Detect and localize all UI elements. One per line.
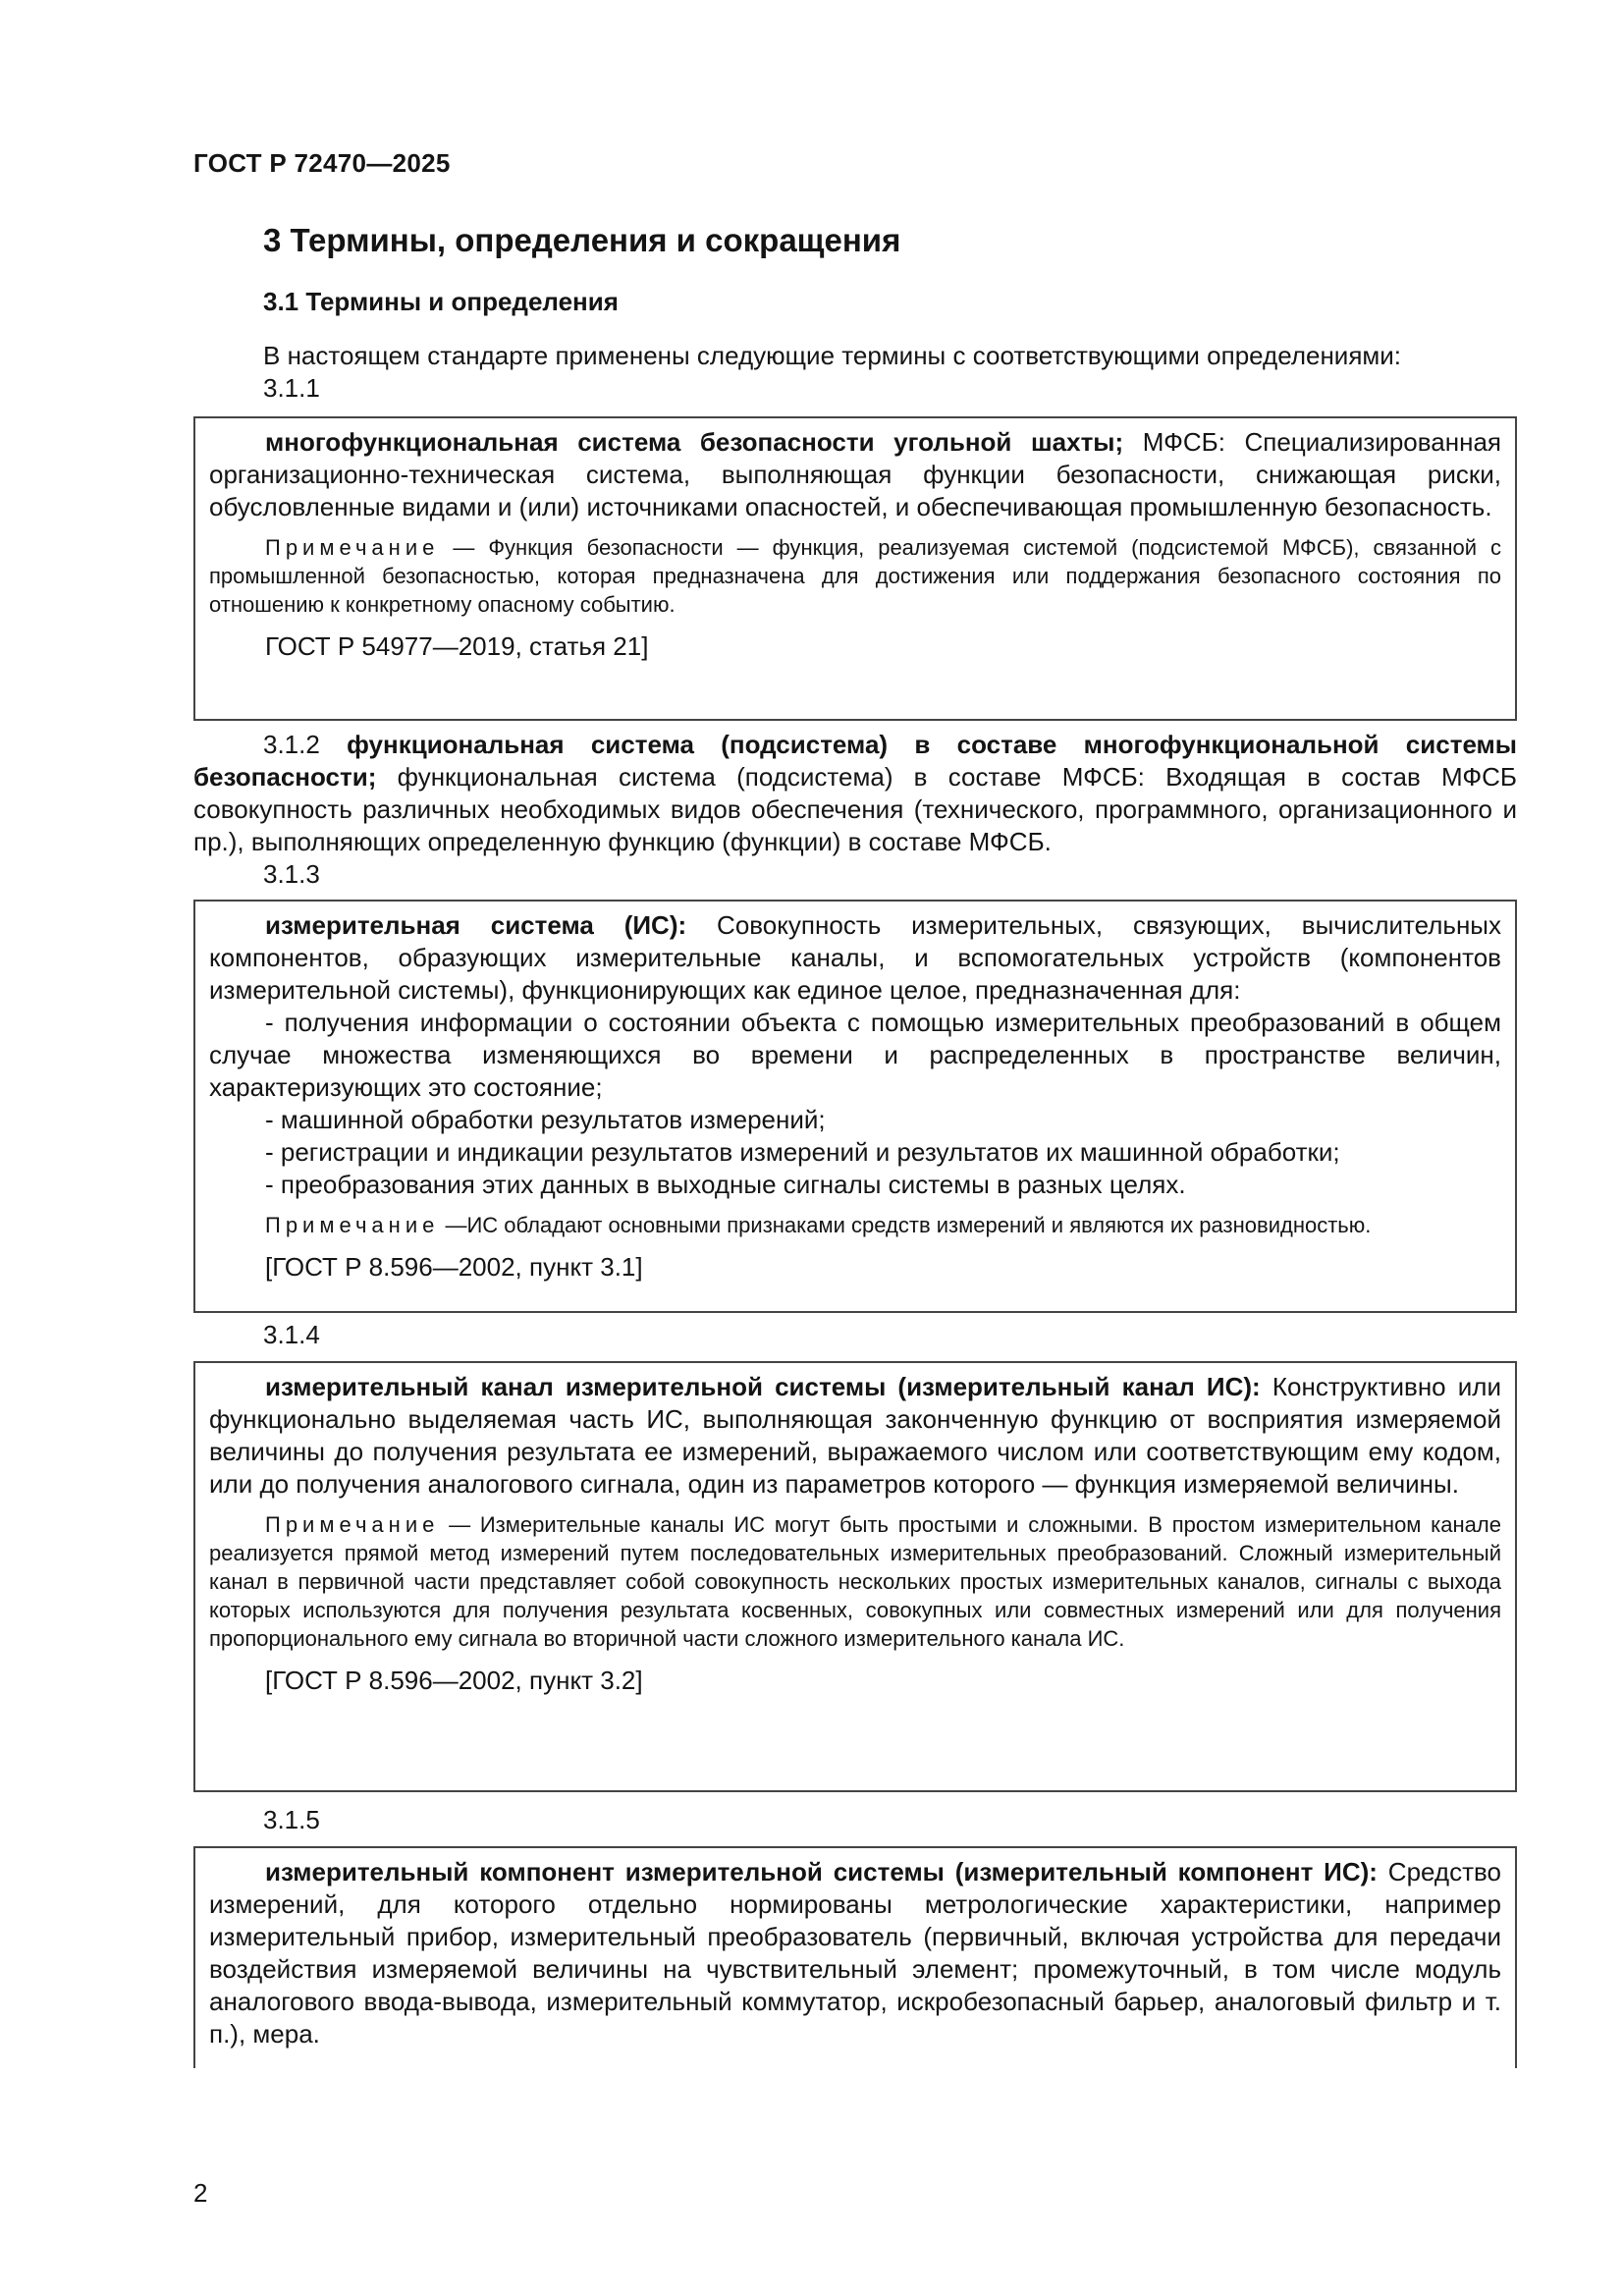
list-item: - регистрации и индикации результатов измерений и результатов их машинной обработки; — [265, 1137, 1340, 1167]
note-label: Примечание — [265, 535, 440, 560]
note-text: — Измерительные каналы ИС могут быть простыми и сложными. В простом измерительном канале реализуется прямой метод измерений путем последовательных измерительных преобразований. Сложный измерительный канал в первичной части представляет собой совокупность нескольких простых измерительных каналов, сигналы с выхода которых используются для получения результата косвенных, совокупных или совместных измерений или для получения пропорционального ему сигнала во вторичной части сложного измерительного канала ИС. — [209, 1512, 1501, 1651]
term-source: [ГОСТ Р 8.596—2002, пункт 3.2] — [265, 1666, 643, 1695]
note-text: —ИС обладают основными признаками средств измерений и являются их разновидностью. — [439, 1213, 1372, 1237]
term-source: ГОСТ Р 54977—2019, статья 21] — [265, 631, 649, 661]
subsection-title: 3.1 Термины и определения — [263, 287, 619, 316]
term-definition — [209, 909, 1501, 1007]
term-name: измерительный компонент измерительной системы (измерительный компонент ИС): — [265, 1857, 1378, 1886]
term-definition-text: Совокупность измерительных, связующих, вычислительных компонентов, образующих измерительные каналы, и вспомогательных устройств (компонентов измерительной системы), функционирующих как единое целое, предназначенная для: — [209, 910, 1501, 1005]
term-number: 3.1.3 — [263, 859, 320, 889]
section-title: 3 Термины, определения и сокращения — [263, 222, 901, 258]
term-definition-text: Конструктивно или функционально выделяемая часть ИС, выполняющая законченную функцию от восприятия измеряемой величины до получения результата ее измерений, выражаемого числом или соответствующим ему кодом, или до получения аналогового сигнала, один из параметров которого — функция измеряемой величины. — [209, 1372, 1502, 1499]
term-note — [209, 1211, 1501, 1239]
list-item: - преобразования этих данных в выходные сигналы системы в разных целях. — [265, 1170, 1186, 1199]
term-note — [209, 533, 1501, 619]
term-definition-text: МФСБ: Специализированная организационно-техническая система, выполняющая функции безопасности, снижающая риски, обусловленные видами и (или) источниками опасностей, и обеспечивающая промышленную безопасность. — [209, 427, 1501, 521]
term-definition — [209, 1856, 1501, 2050]
term-box-3-1-3 — [193, 900, 1517, 1313]
page-number: 2 — [193, 2178, 208, 2208]
term-source: [ГОСТ Р 8.596—2002, пункт 3.1] — [265, 1252, 643, 1282]
term-number: 3.1.4 — [263, 1320, 320, 1349]
document-code: ГОСТ Р 72470—2025 — [193, 148, 451, 178]
term-name: измерительный канал измерительной системы (измерительный канал ИС): — [265, 1372, 1261, 1401]
term-name: измерительная система (ИС): — [265, 910, 687, 940]
intro-paragraph: В настоящем стандарте применены следующие термины с соответствующими определениями: — [263, 341, 1402, 370]
term-note — [209, 1510, 1501, 1653]
list-item: - машинной обработки результатов измерений; — [265, 1105, 826, 1134]
term-number: 3.1.2 — [263, 730, 320, 759]
note-text: — Функция безопасности — функция, реализуемая системой (подсистемой МФСБ), связанной с промышленной безопасностью, которая предназначена для достижения или поддержания безопасного состояния по отношению к конкретному опасному событию. — [209, 535, 1501, 617]
term-box-3-1-1 — [193, 416, 1517, 721]
term-definition-text: функциональная система (подсистема) в составе МФСБ: Входящая в состав МФСБ совокупность различных необходимых видов обеспечения (технического, программного, организационного и пр.), выполняющих определенную функцию (функции) в составе МФСБ. — [193, 762, 1517, 856]
note-label: Примечание — [265, 1512, 440, 1537]
term-number: 3.1.5 — [263, 1805, 320, 1834]
term-definition — [209, 426, 1501, 523]
term-3-1-2 — [193, 729, 1517, 858]
note-label: Примечание — [265, 1213, 440, 1237]
list-item: - получения информации о состоянии объекта с помощью измерительных преобразований в общем случае множества изменяющихся во времени и распределенных в пространстве величин, характеризующих это состояние; — [209, 1008, 1501, 1102]
term-name: функциональная система (подсистема) в составе многофункциональной системы безопасности; — [193, 730, 1517, 792]
term-definition-text: Средство измерений, для которого отдельно нормированы метрологические характеристики, например измерительный прибор, измерительный преобразователь (первичный, включая устройства для передачи воздействия измеряемой величины на чувствительный элемент; промежуточный, в том числе модуль аналогового ввода-вывода, измерительный коммутатор, искробезопасный барьер, аналоговый фильтр и т. п.), мера. — [209, 1857, 1501, 2049]
term-box-3-1-4 — [193, 1361, 1517, 1792]
term-definition — [209, 1371, 1501, 1501]
term-number: 3.1.1 — [263, 373, 320, 403]
term-name: многофункциональная система безопасности угольной шахты; — [265, 427, 1124, 457]
term-box-3-1-5 — [193, 1846, 1517, 2068]
